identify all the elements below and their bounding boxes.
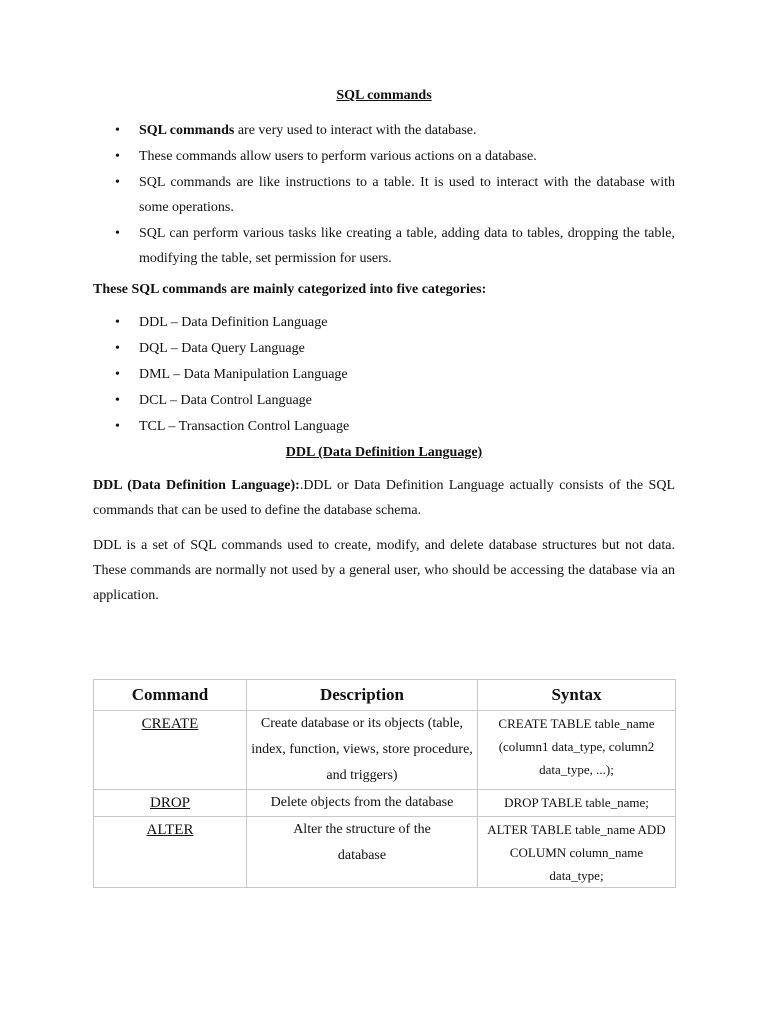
table-row <box>94 790 676 817</box>
ddl-definition-paragraph <box>93 473 675 523</box>
page-title: SQL commands <box>336 88 432 103</box>
bullet-text: SQL can perform various tasks like creating a table, adding data to tables, dropping the table, modifying the table, set permission for users. <box>139 226 675 266</box>
description-text: Create database or its objects (table, index, function, views, store procedure, and triggers) <box>251 716 473 783</box>
ddl-definition-bold: DDL (Data Definition Language): <box>93 478 300 493</box>
table-cell-description <box>247 790 478 817</box>
ddl-section-title: DDL (Data Definition Language) <box>285 445 483 460</box>
table-cell-syntax <box>478 817 676 888</box>
command-link-drop[interactable]: DROP <box>149 795 190 811</box>
document-body <box>93 84 675 608</box>
ddl-commands-table <box>93 679 676 888</box>
command-link-create[interactable]: CREATE <box>141 716 199 732</box>
list-item <box>139 221 675 271</box>
ddl-definition-text: .DDL or Data Definition Language actually consists of the SQL commands that can be used to define the database schema. <box>93 478 675 518</box>
description-text: Alter the structure of the database <box>293 822 431 863</box>
categories-list <box>93 310 675 439</box>
list-item <box>139 118 675 143</box>
table-cell-syntax <box>478 790 676 817</box>
list-item: • DQL – Data Query Language <box>139 336 675 361</box>
syntax-text: DROP TABLE table_name; <box>504 795 649 810</box>
table-header-row <box>94 680 676 711</box>
categories-heading: These SQL commands are mainly categorized into five categories: <box>93 282 487 297</box>
table-row <box>94 711 676 790</box>
list-item: • TCL – Transaction Control Language <box>139 414 675 439</box>
syntax-text: CREATE TABLE table_name (column1 data_type, column2 data_type, ...); <box>498 716 655 777</box>
column-header-description: Description <box>247 680 478 711</box>
ddl-description-paragraph: DDL is a set of SQL commands used to create, modify, and delete database structures but not data. These commands are normally not used by a general user, who should be accessing the database via an application. <box>93 538 675 603</box>
table-cell-command <box>94 817 247 888</box>
syntax-text: ALTER TABLE table_name ADD COLUMN column_name data_type; <box>487 822 666 883</box>
bullet-text: are very used to interact with the database. <box>234 123 477 138</box>
bullet-bold-text: SQL commands <box>139 123 235 138</box>
list-item <box>139 170 675 220</box>
table-cell-description <box>247 711 478 790</box>
table-cell-description <box>247 817 478 888</box>
column-header-command: Command <box>94 680 247 711</box>
list-item <box>139 144 675 169</box>
table-cell-command <box>94 711 247 790</box>
bullet-text: SQL commands are like instructions to a table. It is used to interact with the database with some operations. <box>139 175 675 215</box>
description-text: Delete objects from the database <box>270 795 454 810</box>
table-cell-syntax <box>478 711 676 790</box>
table-cell-command <box>94 790 247 817</box>
intro-bullet-list <box>93 118 675 271</box>
list-item: • DCL – Data Control Language <box>139 388 675 413</box>
list-item: • DDL – Data Definition Language <box>139 310 675 335</box>
command-link-alter[interactable]: ALTER <box>146 822 194 838</box>
list-item: • DML – Data Manipulation Language <box>139 362 675 387</box>
table-row <box>94 817 676 888</box>
column-header-syntax: Syntax <box>478 680 676 711</box>
bullet-text: These commands allow users to perform various actions on a database. <box>139 149 537 164</box>
